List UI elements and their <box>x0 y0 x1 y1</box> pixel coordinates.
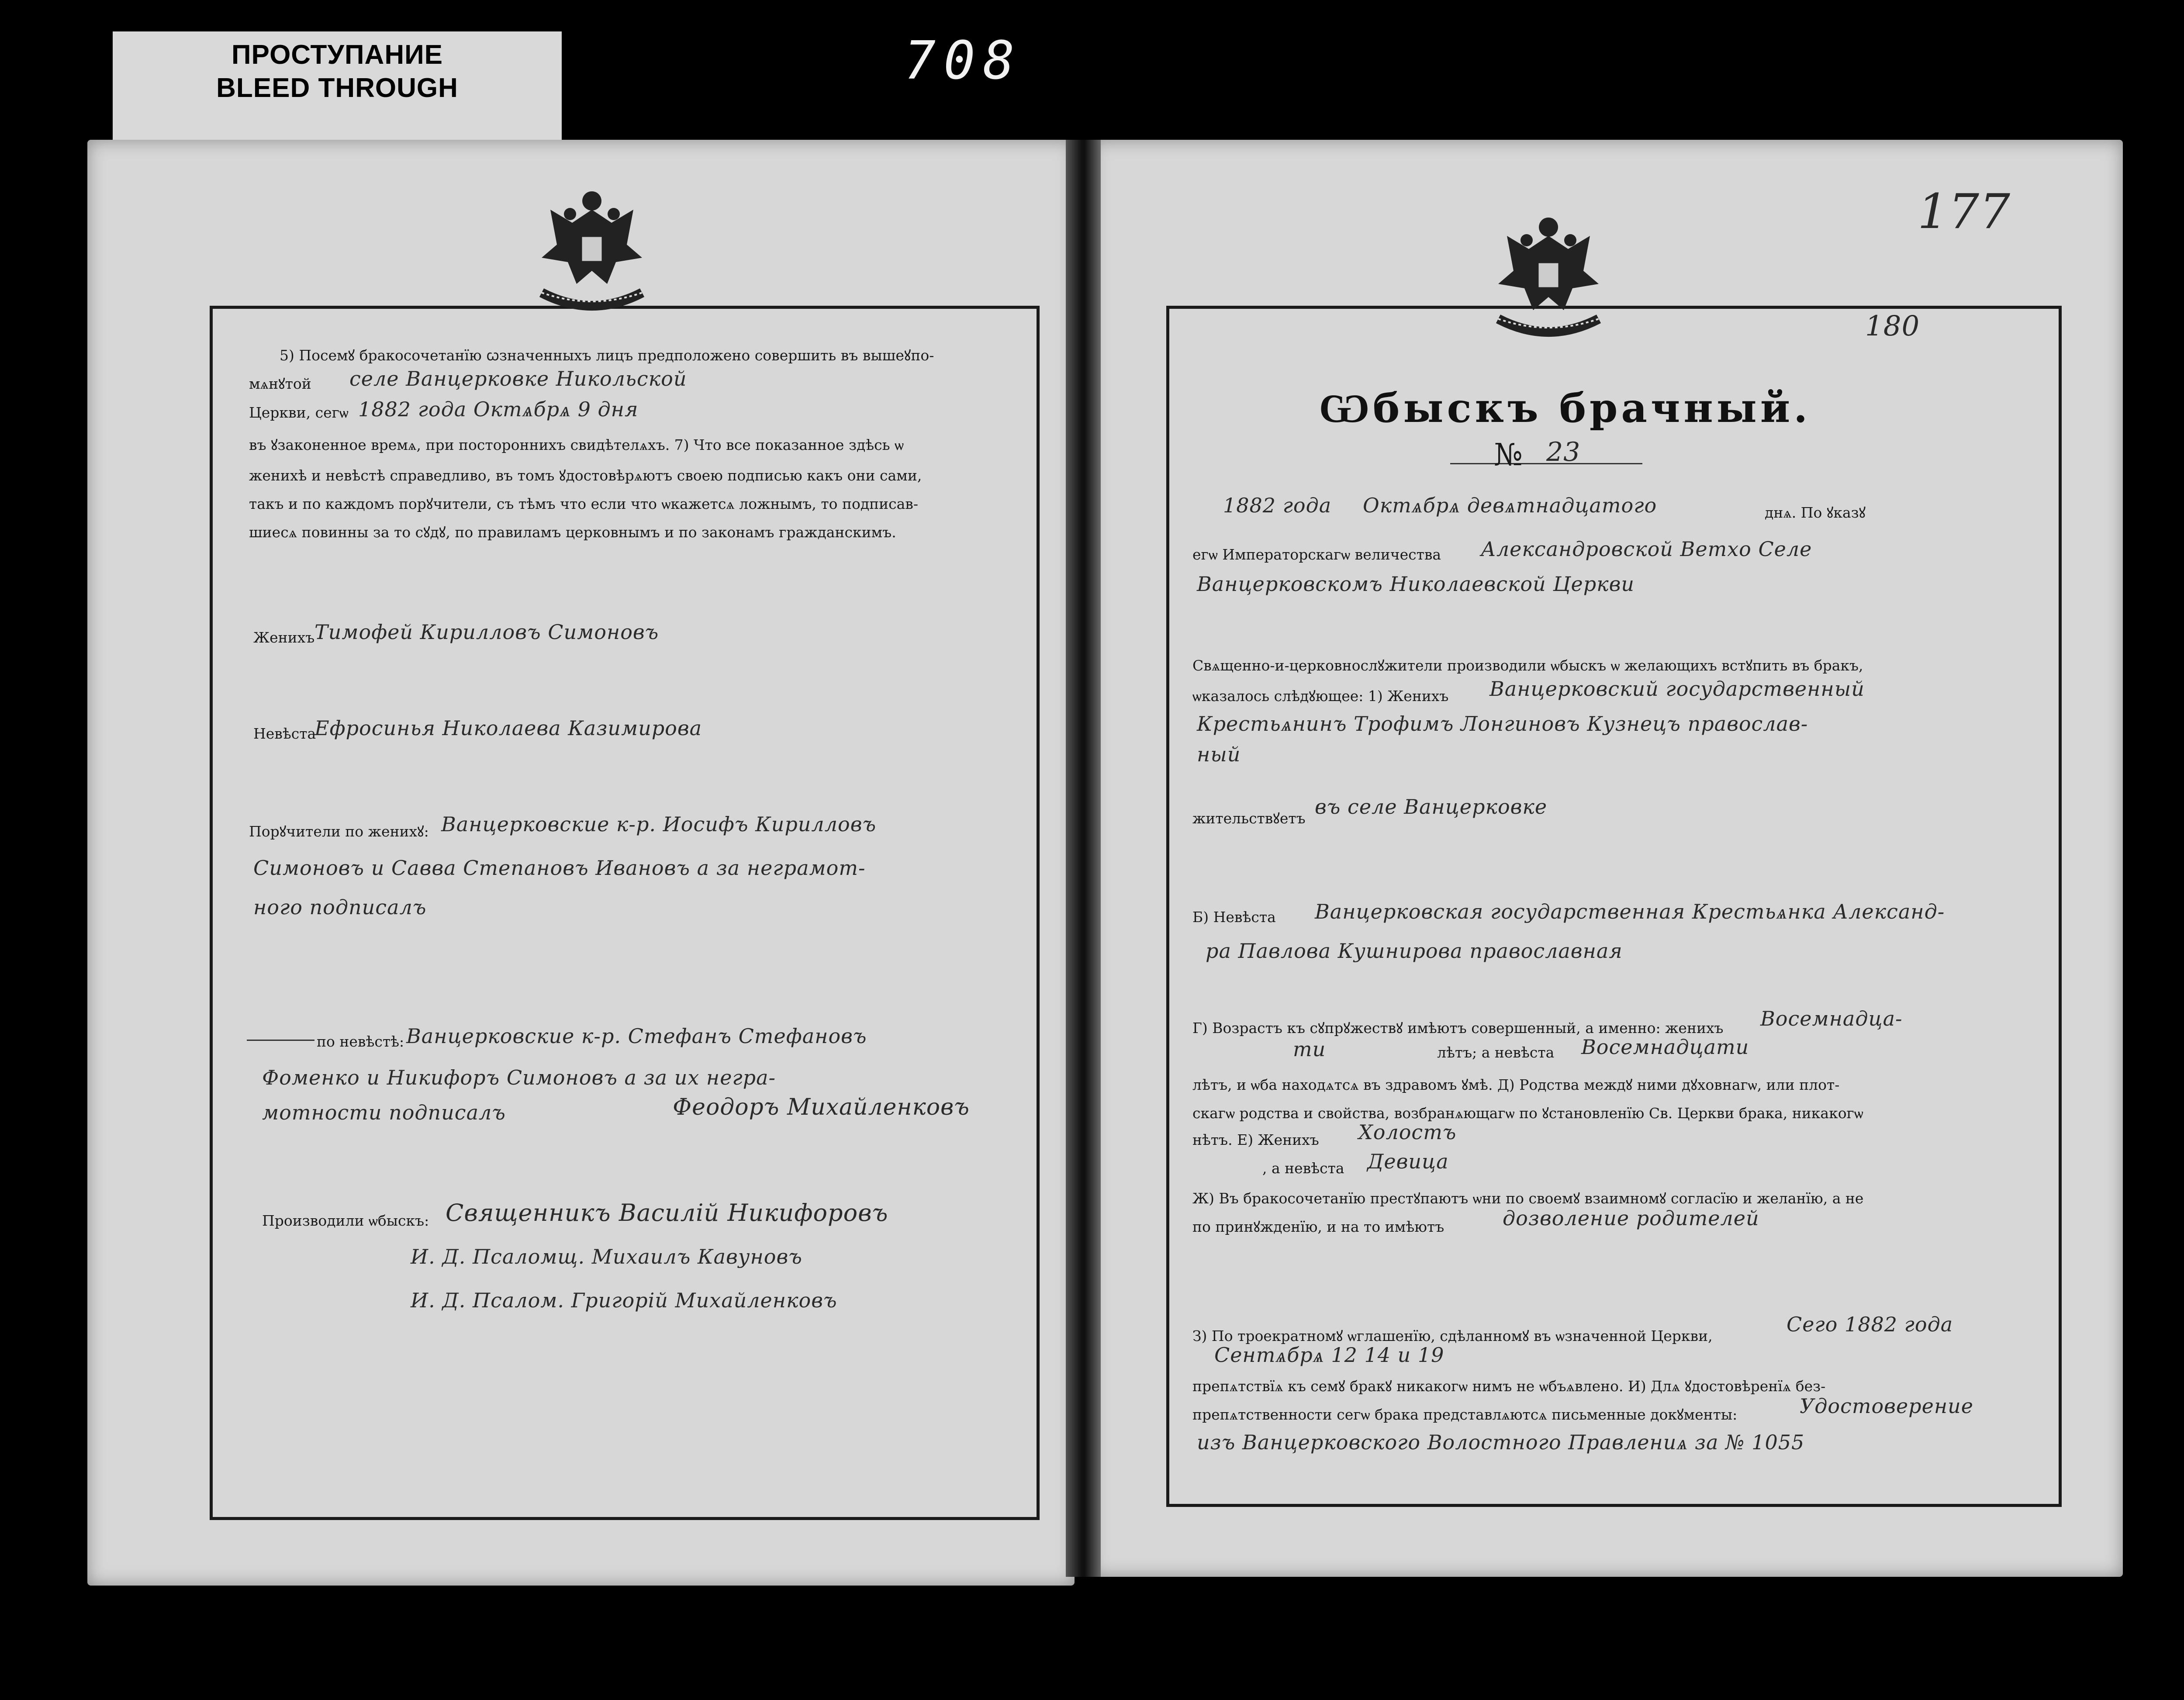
age-line1-hand: Восемнадца- <box>1760 1007 1903 1030</box>
para-z-line2-hand: Сентѧбрѧ 12 14 и 19 <box>1214 1343 1444 1367</box>
para5-line4: въ ꙋзаконенное времѧ, при постороннихъ свидѣтелѧхъ. 7) Что все показанное здѣсь ѡ <box>249 436 904 453</box>
para5-line2-hand: селе Ванцерковке Никольской <box>349 367 687 390</box>
page-number: 177 <box>1918 183 2011 239</box>
para-zh-line2-printed: по принꙋжденїю, и на то имѣютъ <box>1192 1218 1444 1235</box>
age-line2-hand2: Восемнадцати <box>1581 1035 1749 1059</box>
investigators-hand1: Священникъ Василій Никифоровъ <box>446 1199 888 1227</box>
para-z-line4-printed: препѧтственности сегѡ брака представлѧютсѧ письменные докꙋменты: <box>1192 1406 1738 1423</box>
document-title: Ѡбыскъ брачный. <box>1319 384 1811 432</box>
para5-line7: шиесѧ повинны за то сꙋдꙋ, по правиламъ церковнымъ и по законамъ гражданскимъ. <box>249 524 896 541</box>
age-line3: лѣтъ, и ѡба находѧтсѧ въ здравомъ ꙋмѣ. Д) Родства междꙋ ними дꙋховнагѡ, или плот- <box>1192 1076 1840 1093</box>
clergy-line2-hand: Ванцерковский государственный <box>1489 677 1865 701</box>
page-number-secondary: 180 <box>1865 310 1920 342</box>
clergy-line4-hand: ный <box>1197 743 1241 766</box>
clergy-line1: Свѧщенно-и-церковнослꙋжители производили ѡбыскъ ѡ желающихъ встꙋпить въ бракъ, <box>1192 657 1863 674</box>
para5-line3-printed: Церкви, сегѡ <box>249 404 349 421</box>
bride-guarantors-hand3: мотности подписалъ <box>262 1101 506 1124</box>
groom-guarantors-hand1: Ванцерковские к-р. Иосифъ Кирилловъ <box>441 812 877 836</box>
para5-line2-printed: мѧнꙋтой <box>249 375 311 392</box>
clergy-line3-hand: Крестьѧнинъ Трофимъ Лонгиновъ Кузнецъ православ- <box>1197 712 1808 736</box>
intro-hand3: Ванцерковскомъ Николаевской Церкви <box>1197 572 1635 596</box>
right-bride-hand2: ра Павлова Кушнирова православная <box>1206 939 1623 963</box>
investigators-label: Производили ѡбыскъ: <box>262 1212 429 1229</box>
intro-printed2: егѡ Императорскагѡ величества <box>1192 546 1441 563</box>
investigators-hand3: И. Д. Псалом. Григорій Михайленковъ <box>411 1289 837 1312</box>
label-line-ru: ПРОСТУПАНИЕ <box>231 40 443 70</box>
intro-hand2: Александровской Ветхо Селе <box>1481 537 1812 561</box>
age-line6-printed: , а невѣста <box>1262 1160 1344 1177</box>
intro-date: 1882 года <box>1223 494 1332 517</box>
age-line6-hand: Девица <box>1367 1150 1449 1173</box>
groom-guarantors-hand2: Симоновъ и Савва Степановъ Ивановъ а за неграмот- <box>253 856 866 880</box>
para-z-line1-hand: Сего 1882 года <box>1787 1313 1953 1336</box>
bride-guarantors-hand1: Ванцерковские к-р. Стефанъ Стефановъ <box>406 1024 867 1048</box>
label-line-en: BLEED THROUGH <box>216 73 458 103</box>
bride-label: Невѣста <box>253 725 316 742</box>
bride-name: Ефросинья Николаева Казимирова <box>314 716 702 740</box>
right-bride-hand1: Ванцерковская государственная Крестьѧнка Александ- <box>1315 900 1945 923</box>
record-number: 23 <box>1546 437 1581 467</box>
para-z-line4-hand: Удостоверение <box>1800 1394 1973 1418</box>
right-bride-label: Б) Невѣста <box>1192 909 1276 926</box>
intro-month: Октѧбрѧ девѧтнадцатого <box>1363 494 1657 517</box>
bride-guarantors-label: по невѣстѣ: <box>317 1033 404 1050</box>
investigators-hand2: И. Д. Псаломщ. Михаилъ Кавуновъ <box>411 1245 802 1268</box>
record-number-label: № <box>1494 437 1523 473</box>
intro-printed1: днѧ. По ꙋказꙋ <box>1765 504 1866 521</box>
residence-hand: въ селе Ванцерковке <box>1315 795 1548 819</box>
para-zh-line2-hand: дозволение родителей <box>1503 1206 1759 1230</box>
age-line5-hand: Холостъ <box>1358 1120 1457 1144</box>
residence-label: жительствꙋетъ <box>1192 810 1306 827</box>
groom-name: Тимофей Кирилловъ Симоновъ <box>314 620 659 644</box>
age-line5-printed: нѣтъ. Е) Женихъ <box>1192 1131 1319 1148</box>
bleed-through-label <box>113 31 562 146</box>
blank-rule <box>247 1040 314 1041</box>
clergy-line2-printed: ѡказалось слѣдꙋющее: 1) Женихъ <box>1192 688 1449 705</box>
para-z-line5-hand: изъ Ванцерковского Волостного Правлениѧ за № 1055 <box>1197 1430 1805 1454</box>
bride-guarantors-signature: Феодоръ Михайленковъ <box>673 1094 970 1120</box>
para-zh-line1: Ж) Въ бракосочетанїю престꙋпаютъ ѡни по своемꙋ взаимномꙋ согласїю и желанїю, а не <box>1192 1190 1864 1207</box>
para5-line6: такъ и по каждомъ порꙋчители, съ тѣмъ что если что ѡкажетсѧ ложнымъ, то подписав- <box>249 495 919 512</box>
para5-line1: 5) Посемꙋ бракосочетанїю ꙍзначенныхъ лицъ предположено совершить въ вышеꙋпо- <box>280 347 934 364</box>
age-line1-printed: Г) Возрастъ къ сꙋпрꙋжествꙋ имѣютъ совершенный, а именно: женихъ <box>1192 1019 1724 1037</box>
double-headed-eagle-icon <box>1481 210 1616 341</box>
para5-line5: женихѣ и невѣстѣ справедливо, въ томъ ꙋдостовѣрѧютъ своею подписью какъ они сами, <box>249 467 922 484</box>
age-line4: скагѡ родства и свойства, возбранѧющагѡ по ꙋстановленїю Св. Церкви брака, никакогѡ <box>1192 1105 1863 1122</box>
age-line2-printed: лѣтъ; а невѣста <box>1437 1044 1555 1061</box>
book-binding <box>1066 140 1101 1577</box>
age-line2-hand: ти <box>1293 1037 1326 1061</box>
para-z-line1-printed: З) По троекратномꙋ ѡглашенїю, сдѣланномꙋ въ ѡзначенной Церкви, <box>1192 1327 1713 1344</box>
folio-stamp: 708 <box>904 31 1023 91</box>
groom-guarantors-hand3: ного подписалъ <box>253 895 427 919</box>
double-headed-eagle-icon <box>524 183 660 314</box>
para-z-line3: препѧтствїѧ къ семꙋ бракꙋ никакогѡ нимъ не ѡбъѧвлено. И) Длѧ ꙋдостовѣренїѧ без- <box>1192 1378 1826 1395</box>
groom-label: Женихъ <box>253 629 315 646</box>
groom-guarantors-label: Порꙋчители по женихꙋ: <box>249 823 429 840</box>
para5-line3-hand: 1882 года Октѧбрѧ 9 дня <box>358 397 639 421</box>
bride-guarantors-hand2: Фоменко и Никифоръ Симоновъ а за их негра- <box>262 1066 776 1089</box>
